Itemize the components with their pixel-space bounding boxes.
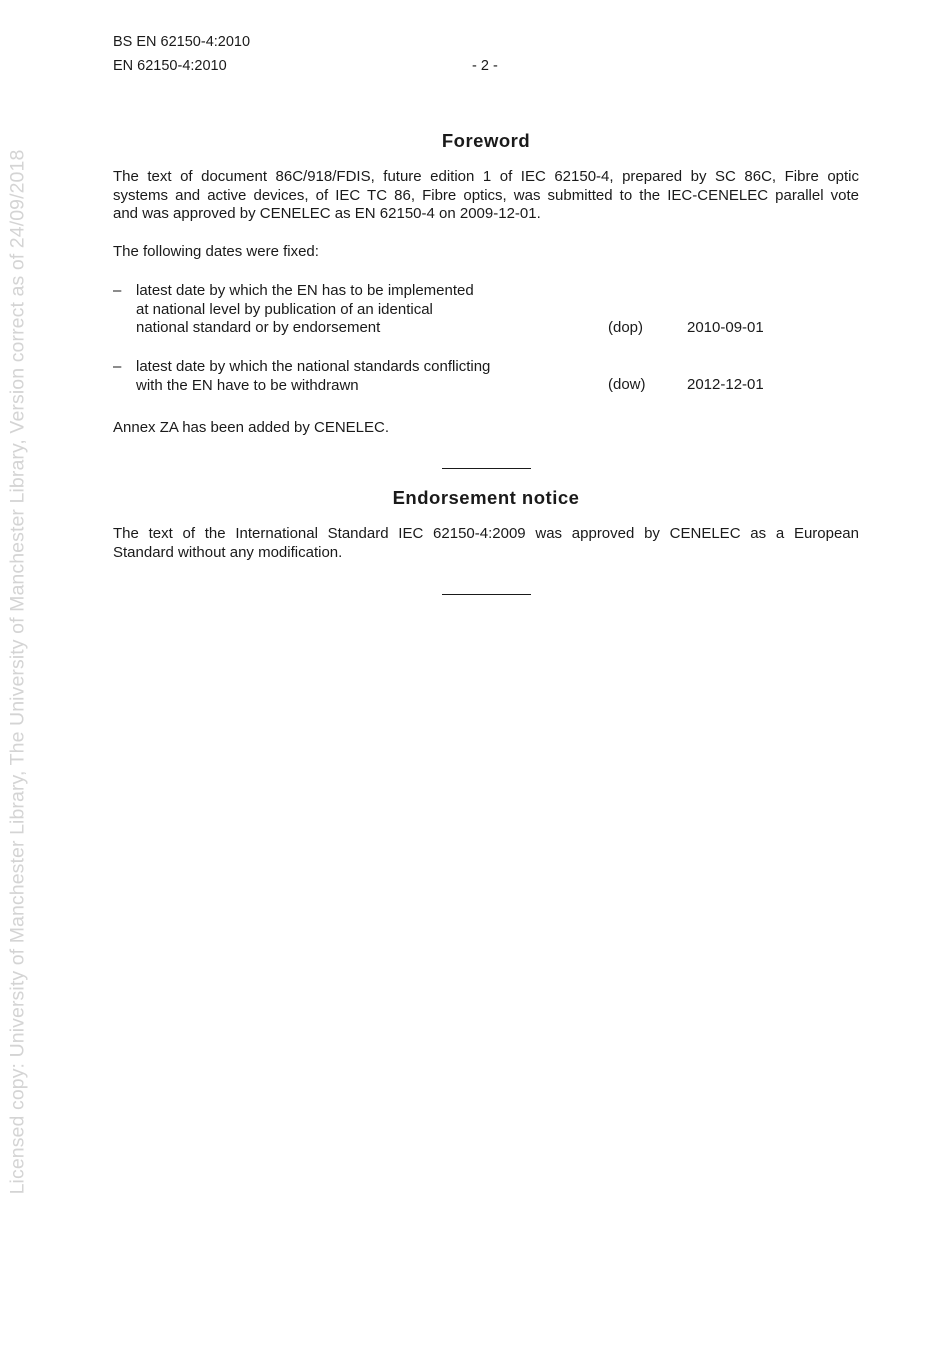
foreword-intro-line: The text of document 86C/918/FDIS, future edition 1 of IEC 62150-4, prepared by SC 86C, Fibre optic xyxy=(113,168,859,185)
date-item-dow xyxy=(136,358,490,395)
header-standard-bs: BS EN 62150-4:2010 xyxy=(113,34,251,50)
endorsement-line: The text of the International Standard IEC 62150-4:2009 was approved by CENELEC as a European xyxy=(113,525,859,542)
endorsement-text xyxy=(113,525,859,562)
date-item-line: national standard or by endorsement xyxy=(136,319,381,336)
endorsement-title: Endorsement notice xyxy=(392,487,580,508)
foreword-intro xyxy=(113,168,859,224)
date-value-dop: 2010-09-01 xyxy=(687,319,764,336)
endorsement-line: Standard without any modification. xyxy=(113,543,343,561)
date-item-line: latest date by which the national standards conflicting xyxy=(136,358,491,375)
watermark-text: Licensed copy: University of Manchester Library, The University of Manchester Library, Version correct as of 24/09/2018 xyxy=(6,149,29,1195)
header-standard-en: EN 62150-4:2010 xyxy=(113,58,227,74)
annex-note: Annex ZA has been added by CENELEC. xyxy=(113,419,390,436)
foreword-intro-line: systems and active devices, of IEC TC 86, Fibre optics, was submitted to the IEC-CENELEC parallel vote xyxy=(113,186,859,204)
date-code-dop: (dop) xyxy=(608,319,644,336)
dates-intro: The following dates were fixed: xyxy=(113,243,319,260)
list-dash: – xyxy=(113,358,122,375)
date-item-line: at national level by publication of an identical xyxy=(136,300,433,318)
list-dash: – xyxy=(113,282,122,299)
foreword-intro-line: and was approved by CENELEC as EN 62150-4 on 2009-12-01. xyxy=(113,205,541,222)
section-divider xyxy=(442,468,531,469)
foreword-title: Foreword xyxy=(441,130,531,151)
date-code-dow: (dow) xyxy=(608,376,646,393)
date-item-dop xyxy=(136,282,474,338)
date-item-line: latest date by which the EN has to be implemented xyxy=(136,282,474,299)
date-value-dow: 2012-12-01 xyxy=(687,376,764,393)
page-number: - 2 - xyxy=(472,58,498,74)
end-divider xyxy=(442,594,531,595)
date-item-line: with the EN have to be withdrawn xyxy=(136,376,359,394)
